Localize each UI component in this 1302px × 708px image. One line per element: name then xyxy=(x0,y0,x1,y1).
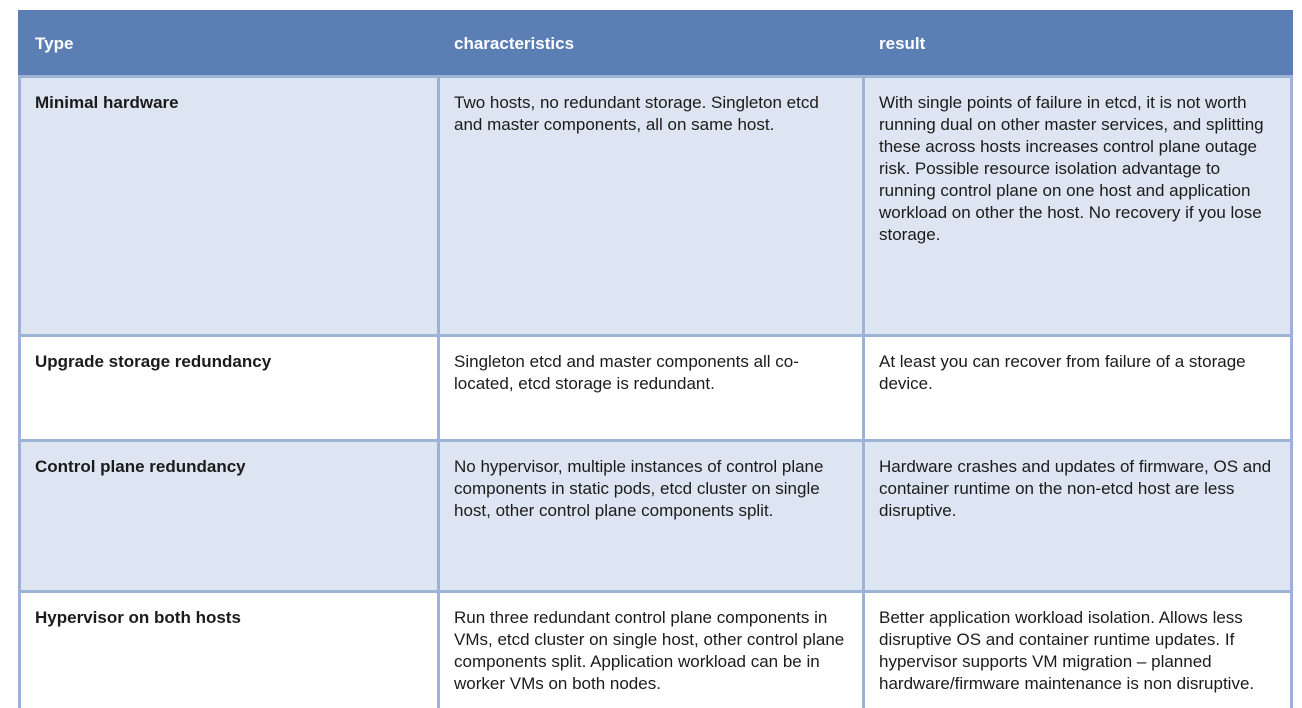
cell-type: Upgrade storage redundancy xyxy=(20,336,439,441)
cell-characteristics: Run three redundant control plane components in VMs, etcd cluster on single host, other control plane components split. Application workload can be in worker VMs on both nodes. xyxy=(439,592,864,708)
cell-characteristics: Two hosts, no redundant storage. Singleton etcd and master components, all on same host. xyxy=(439,77,864,336)
header-cell-type: Type xyxy=(20,12,439,77)
table-row xyxy=(20,441,1292,592)
cell-result: Better application workload isolation. Allows less disruptive OS and container runtime updates. If hypervisor supports VM migration – planned hardware/firmware maintenance is non disruptive. xyxy=(864,592,1292,708)
table-header-row xyxy=(20,12,1292,77)
cell-result: Hardware crashes and updates of firmware, OS and container runtime on the non-etcd host are less disruptive. xyxy=(864,441,1292,592)
cell-characteristics: No hypervisor, multiple instances of control plane components in static pods, etcd cluster on single host, other control plane components split. xyxy=(439,441,864,592)
cell-result: At least you can recover from failure of a storage device. xyxy=(864,336,1292,441)
cell-type: Minimal hardware xyxy=(20,77,439,336)
cell-characteristics: Singleton etcd and master components all co-located, etcd storage is redundant. xyxy=(439,336,864,441)
header-cell-result: result xyxy=(864,12,1292,77)
table-row xyxy=(20,77,1292,336)
header-cell-characteristics: characteristics xyxy=(439,12,864,77)
deployment-options-table xyxy=(18,10,1293,708)
cell-result: With single points of failure in etcd, it is not worth running dual on other master services, and splitting these across hosts increases control plane outage risk. Possible resource isolation advantage to running control plane on one host and application workload on other the host. No recovery if you lose storage. xyxy=(864,77,1292,336)
table-row xyxy=(20,592,1292,708)
table-row xyxy=(20,336,1292,441)
cell-type: Control plane redundancy xyxy=(20,441,439,592)
cell-type: Hypervisor on both hosts xyxy=(20,592,439,708)
